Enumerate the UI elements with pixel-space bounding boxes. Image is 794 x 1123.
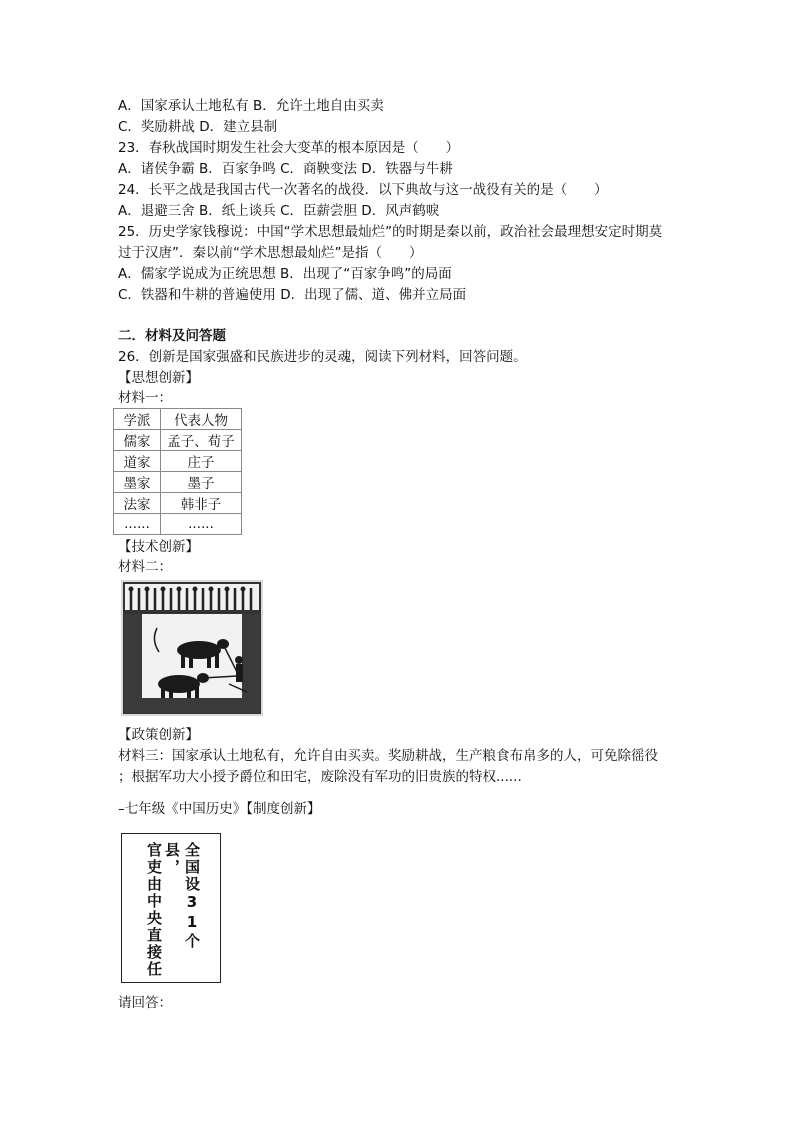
table-cell: 墨子 bbox=[161, 472, 242, 493]
table-cell: 道家 bbox=[114, 451, 161, 472]
vertical-text-right: 全国设31个县， bbox=[163, 842, 201, 950]
table-cell: 孟子、荀子 bbox=[161, 430, 242, 451]
table-cell: ...... bbox=[114, 514, 161, 535]
please-answer-label: 请回答： bbox=[118, 995, 172, 1011]
material-3-line-2: ；根据军功大小授予爵位和田宅，废除没有军功的旧贵族的特权...... bbox=[118, 769, 522, 785]
table-header-cell: 学派 bbox=[114, 409, 161, 430]
table-cell: 墨家 bbox=[114, 472, 161, 493]
table-row bbox=[114, 514, 242, 535]
table-header-row bbox=[114, 409, 242, 430]
vertical-text-left: 官吏由中央直接任 bbox=[145, 842, 163, 978]
section-title: 二．材料及问答题 bbox=[118, 328, 226, 344]
heading-tech-innovation: 【技术创新】 bbox=[118, 539, 199, 555]
table-row bbox=[114, 472, 242, 493]
question-26: 26．创新是国家强盛和民族进步的灵魂，阅读下列材料，回答问题。 bbox=[118, 349, 527, 365]
option-line-2: C．奖励耕战 D．建立县制 bbox=[118, 119, 278, 135]
ox-plowing-image bbox=[121, 580, 263, 716]
option-line-1: A．国家承认土地私有 B．允许土地自由买卖 bbox=[118, 98, 384, 114]
material-3-line-1: 材料三：国家承认土地私有，允许自由买卖。奖励耕战，生产粮食布帛多的人，可免除徭役 bbox=[118, 748, 658, 764]
question-25-line-2: 过于汉唐”．秦以前“学术思想最灿烂”是指（ ） bbox=[118, 245, 423, 261]
table-cell: 韩非子 bbox=[161, 493, 242, 514]
table-cell: 庄子 bbox=[161, 451, 242, 472]
table-row bbox=[114, 451, 242, 472]
county-system-box bbox=[121, 833, 221, 983]
table-row bbox=[114, 430, 242, 451]
source-line: –七年级《中国历史》【制度创新】 bbox=[118, 801, 321, 817]
table-header-cell: 代表人物 bbox=[161, 409, 242, 430]
question-24: 24．长平之战是我国古代一次著名的战役．以下典故与这一战役有关的是（ ） bbox=[118, 182, 608, 198]
table-row bbox=[114, 493, 242, 514]
table-cell: 法家 bbox=[114, 493, 161, 514]
question-25-line-1: 25．历史学家钱穆说：中国“学术思想最灿烂”的时期是秦以前，政治社会最理想安定时期莫 bbox=[118, 224, 663, 240]
table-cell: 儒家 bbox=[114, 430, 161, 451]
question-23: 23．春秋战国时期发生社会大变革的根本原因是（ ） bbox=[118, 140, 460, 156]
heading-idea-innovation: 【思想创新】 bbox=[118, 370, 199, 386]
options-23: A．诸侯争霸 B．百家争鸣 C．商鞅变法 D．铁器与牛耕 bbox=[118, 161, 453, 177]
options-25-line-1: A．儒家学说成为正统思想 B．出现了“百家争鸣”的局面 bbox=[118, 266, 452, 282]
options-24: A．退避三舍 B．纸上谈兵 C．臣薪尝胆 D．风声鹤唳 bbox=[118, 203, 440, 219]
options-25-line-2: C．铁器和牛耕的普遍使用 D．出现了儒、道、佛并立局面 bbox=[118, 287, 467, 303]
heading-policy-innovation: 【政策创新】 bbox=[118, 727, 199, 743]
material-1-label: 材料一： bbox=[118, 390, 172, 406]
material-2-label: 材料二： bbox=[118, 559, 172, 575]
table-cell: ...... bbox=[161, 514, 242, 535]
schools-table bbox=[113, 408, 242, 535]
